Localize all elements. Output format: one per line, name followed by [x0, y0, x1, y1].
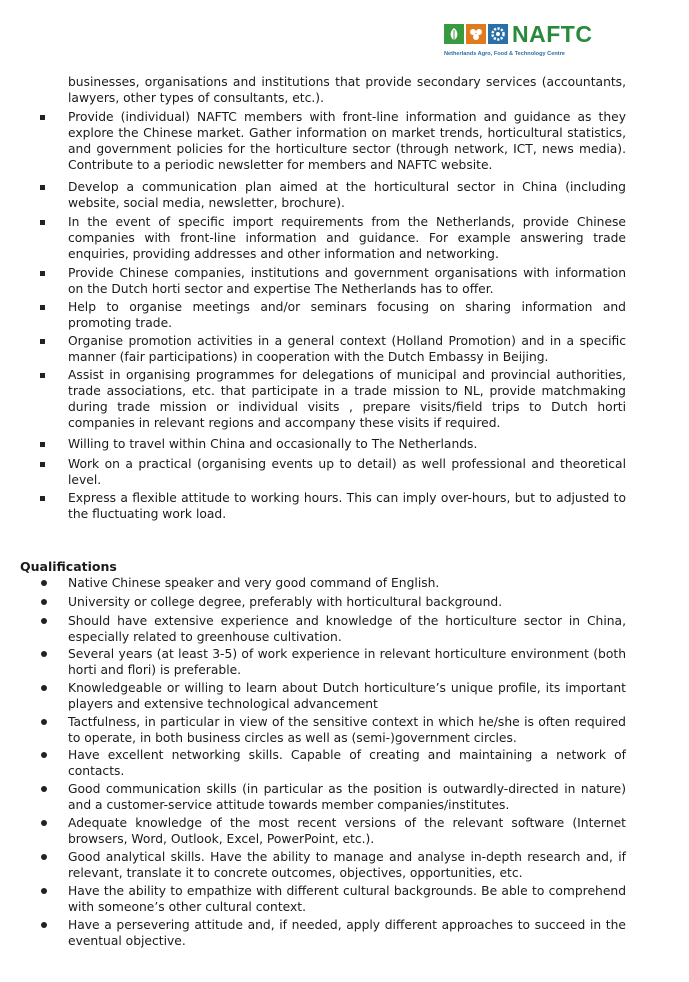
- bullet-dot: [41, 618, 47, 624]
- qualifications-heading: Qualifications: [20, 559, 117, 574]
- bullet-square: [40, 115, 45, 120]
- list-item: Good analytical skills. Have the ability to manage and analyse in-depth research and, if relevant, translate it to concrete outcomes, objectives, opportunities, etc.: [68, 850, 626, 881]
- bullet-square: [40, 373, 45, 378]
- bullet-dot: [41, 888, 47, 894]
- bullet-dot: [41, 580, 47, 586]
- list-item: Should have extensive experience and knowledge of the horticulture sector in China, especially related to greenhouse cultivation.: [68, 614, 626, 645]
- gear-icon: [488, 24, 508, 44]
- bullet-square: [40, 442, 45, 447]
- bullet-square: [40, 305, 45, 310]
- bullet-dot: [41, 599, 47, 605]
- list-item: Willing to travel within China and occasionally to The Netherlands.: [68, 437, 478, 451]
- naftc-logo: [444, 22, 614, 58]
- list-item: Good communication skills (in particular as the position is outwardly-directed in nature) and a customer-service attitude towards member companies/institutes.: [68, 782, 626, 813]
- list-item: Native Chinese speaker and very good command of English.: [68, 576, 440, 590]
- bullet-square: [40, 271, 45, 276]
- list-item: Organise promotion activities in a general context (Holland Promotion) and in a specific manner (fair participations) in cooperation with the Dutch Embassy in Beijing.: [68, 334, 626, 365]
- bullet-dot: [41, 719, 47, 725]
- list-item: Have excellent networking skills. Capable of creating and maintaining a network of contacts.: [68, 748, 626, 779]
- bullet-square: [40, 496, 45, 501]
- list-item: Provide Chinese companies, institutions and government organisations with information on the Dutch horti sector and expertise The Netherlands has to offer.: [68, 266, 626, 297]
- bullet-dot: [41, 922, 47, 928]
- list-item: Express a flexible attitude to working hours. This can imply over-hours, but to adjusted to the fluctuating work load.: [68, 491, 626, 522]
- bullet-square: [40, 462, 45, 467]
- list-item: Several years (at least 3-5) of work experience in relevant horticulture environment (both horti and flori) is preferable.: [68, 647, 626, 678]
- list-item: Assist in organising programmes for delegations of municipal and provincial authorities, trade associations, etc. that participate in a trade mission to NL, provide matchmaking during trade mission or individual visits , prepare visits/field trips to Dutch horti companies in relevant regions and accompany these visits if required.: [68, 368, 626, 431]
- list-item: Develop a communication plan aimed at the horticultural sector in China (including website, social media, newsletter, brochure).: [68, 180, 626, 211]
- fruit-icon: [466, 24, 486, 44]
- list-item: Adequate knowledge of the most recent versions of the relevant software (Internet browsers, Word, Outlook, Excel, PowerPoint, etc.).: [68, 816, 626, 847]
- bullet-dot: [41, 651, 47, 657]
- list-item: Tactfulness, in particular in view of the sensitive context in which he/she is often required to operate, in both business circles as well as (semi-)government circles.: [68, 715, 626, 746]
- list-item: University or college degree, preferably with horticultural background.: [68, 595, 503, 609]
- bullet-dot: [41, 752, 47, 758]
- list-item: Have a persevering attitude and, if needed, apply different approaches to succeed in the eventual objective.: [68, 918, 626, 949]
- list-item: Knowledgeable or willing to learn about Dutch horticulture’s unique profile, its important players and extensive technological advancement: [68, 681, 626, 712]
- logo-name: NAFTC: [512, 21, 593, 47]
- bullet-square: [40, 339, 45, 344]
- bullet-dot: [41, 854, 47, 860]
- leaf-icon: [444, 24, 464, 44]
- list-item: Work on a practical (organising events up to detail) as well professional and theoretical level.: [68, 457, 626, 488]
- list-item: In the event of specific import requirements from the Netherlands, provide Chinese companies with front-line information and guidance. For example answering trade enquiries, providing addresses and other information and networking.: [68, 215, 626, 262]
- continuation-text: businesses, organisations and institutions that provide secondary services (accountants, lawyers, other types of consultants, etc.).: [68, 75, 626, 106]
- bullet-dot: [41, 786, 47, 792]
- bullet-dot: [41, 820, 47, 826]
- bullet-dot: [41, 685, 47, 691]
- list-item: Provide (individual) NAFTC members with front-line information and guidance as they explore the Chinese market. Gather information on market trends, horticultural statistics, and government policies for the horticulture sector (through network, ICT, news media). Contribute to a periodic newsletter for members and NAFTC website.: [68, 110, 626, 173]
- logo-subtitle: Netherlands Agro, Food & Technology Centre: [444, 51, 565, 57]
- bullet-square: [40, 185, 45, 190]
- list-item: Have the ability to empathize with different cultural backgrounds. Be able to comprehend with someone’s other cultural context.: [68, 884, 626, 915]
- logo-icon-boxes: [444, 24, 510, 44]
- bullet-square: [40, 220, 45, 225]
- list-item: Help to organise meetings and/or seminars focusing on sharing information and promoting trade.: [68, 300, 626, 331]
